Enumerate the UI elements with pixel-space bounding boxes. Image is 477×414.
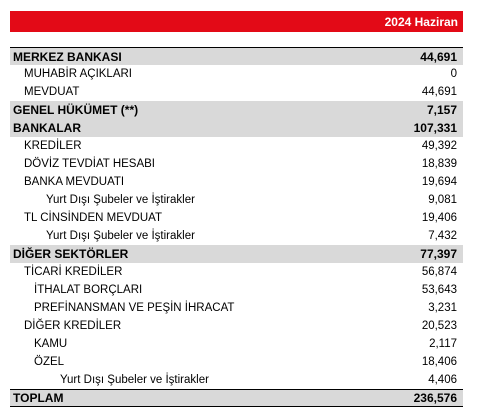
row-toplam <box>10 389 463 407</box>
row-value: 49,392 <box>421 140 457 152</box>
row-ithalat-borclari <box>10 281 463 299</box>
row-doviz-tevdiat <box>10 155 463 173</box>
row-value: 2,117 <box>429 338 457 350</box>
debt-table <box>10 47 463 407</box>
row-label: KAMU <box>34 338 68 350</box>
row-value: 7,432 <box>428 230 457 242</box>
row-value: 44,691 <box>420 49 457 64</box>
row-yurt-disi-subeler <box>10 371 463 389</box>
row-value: 44,691 <box>421 86 457 98</box>
row-diger-krediler <box>10 317 463 335</box>
row-value: 236,576 <box>413 391 457 405</box>
row-label: DİĞER KREDİLER <box>24 320 122 332</box>
row-banka-mevduati <box>10 173 463 191</box>
row-genel-hukumet <box>10 101 463 119</box>
row-value: 20,523 <box>421 320 457 332</box>
row-label: Yurt Dışı Şubeler ve İştirakler <box>60 374 209 386</box>
row-label: Yurt Dışı Şubeler ve İştirakler <box>46 230 195 242</box>
row-prefinansman <box>10 299 463 317</box>
row-label: TİCARİ KREDİLER <box>24 266 123 278</box>
row-value: 18,406 <box>421 356 457 368</box>
row-kamu <box>10 335 463 353</box>
row-value: 0 <box>450 68 457 80</box>
row-value: 7,157 <box>426 103 457 117</box>
row-label: KREDİLER <box>24 140 82 152</box>
row-label: DÖVİZ TEVDİAT HESABI <box>24 158 156 170</box>
row-label: PREFİNANSMAN VE PEŞİN İHRACAT <box>34 302 235 314</box>
row-bankalar <box>10 119 463 137</box>
row-label: BANKA MEVDUATI <box>24 176 125 188</box>
row-diger-sektorler <box>10 245 463 263</box>
row-value: 107,331 <box>413 121 457 135</box>
row-label: TL CİNSİNDEN MEVDUAT <box>24 212 163 224</box>
row-muhabir-aciklari <box>10 65 463 83</box>
row-label: MEVDUAT <box>24 86 80 98</box>
row-yurt-disi-subeler <box>10 191 463 209</box>
row-value: 4,406 <box>428 374 457 386</box>
row-label: GENEL HÜKÜMET (**) <box>13 103 139 117</box>
row-tl-cinsinden-mevduat <box>10 209 463 227</box>
row-value: 9,081 <box>428 194 457 206</box>
row-label: MERKEZ BANKASI <box>13 49 122 64</box>
row-label: Yurt Dışı Şubeler ve İştirakler <box>46 194 195 206</box>
period-header <box>10 11 463 32</box>
row-label: BANKALAR <box>13 121 81 135</box>
row-ozel <box>10 353 463 371</box>
row-yurt-disi-subeler <box>10 227 463 245</box>
row-value: 3,231 <box>428 302 457 314</box>
row-label: TOPLAM <box>13 391 64 405</box>
row-merkez-bankasi <box>10 47 463 65</box>
row-value: 19,694 <box>421 176 457 188</box>
period-label: 2024 Haziran <box>384 14 458 29</box>
row-mevduat <box>10 83 463 101</box>
row-ticari-krediler <box>10 263 463 281</box>
row-label: MUHABİR AÇIKLARI <box>24 68 132 80</box>
row-label: ÖZEL <box>34 356 65 368</box>
row-value: 53,643 <box>421 284 457 296</box>
row-value: 56,874 <box>421 266 457 278</box>
row-label: DİĞER SEKTÖRLER <box>13 247 129 261</box>
row-value: 77,397 <box>420 247 457 261</box>
row-label: İTHALAT BORÇLARI <box>34 284 143 296</box>
row-value: 19,406 <box>421 212 457 224</box>
row-value: 18,839 <box>421 158 457 170</box>
row-krediler <box>10 137 463 155</box>
